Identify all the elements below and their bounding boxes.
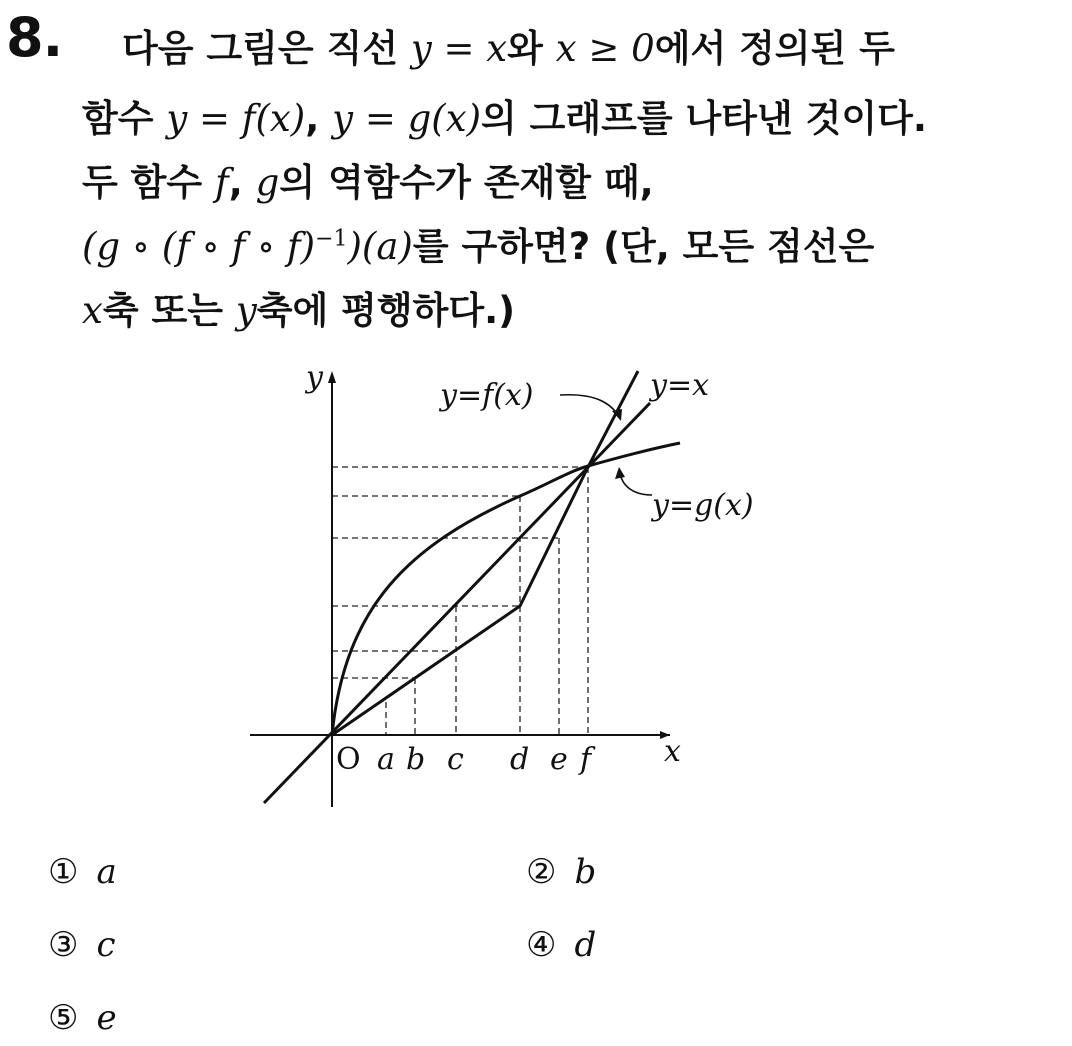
math-expression: g [255, 161, 280, 204]
question-text: 에서 정의된 두 [654, 27, 895, 70]
tick-label-e: e [550, 742, 568, 777]
math-exponent: −1 [315, 226, 348, 252]
question-number: 8. [6, 6, 63, 69]
math-expression: f [215, 161, 229, 204]
question-text: 축 또는 [102, 289, 236, 332]
f-label-leader [560, 395, 618, 415]
math-expression: x ≥ 0 [555, 27, 655, 70]
question-line-3 [82, 152, 654, 206]
math-expression: )(a) [347, 225, 413, 268]
question-text: , [305, 97, 333, 140]
choice-number: ⑤ [48, 998, 79, 1038]
tick-label-d: d [510, 742, 530, 777]
question-line-4 [82, 216, 874, 270]
x-axis-label: x [664, 734, 681, 769]
choice-value: c [96, 925, 116, 965]
question-text: , [228, 161, 256, 204]
question-text: 와 [507, 27, 556, 70]
choice-value: e [96, 998, 117, 1038]
choice-3[interactable] [48, 925, 116, 965]
curve-f [332, 371, 638, 735]
choice-4[interactable] [526, 925, 596, 965]
tick-label-f: f [580, 742, 592, 777]
question-text: 의 역함수가 존재할 때, [279, 161, 654, 204]
question-line-5 [82, 280, 515, 334]
tick-label-b: b [406, 742, 426, 777]
question-text: 축에 평행하다.) [256, 289, 516, 332]
curve-label-g: y=g(x) [652, 488, 754, 523]
y-axis-arrow [328, 371, 336, 383]
tick-label-a: a [377, 742, 395, 777]
choice-value: a [96, 852, 117, 892]
choice-1[interactable] [48, 852, 117, 892]
choice-2[interactable] [526, 852, 596, 892]
math-expression: y [235, 289, 257, 332]
function-graph-figure [250, 355, 790, 815]
choice-value: b [574, 852, 597, 892]
choice-number: ② [526, 852, 557, 892]
question-line-2 [82, 88, 927, 142]
y-axis-label: y [306, 360, 323, 395]
curve-label-line: y=x [650, 368, 710, 403]
question-text: 를 구하면? (단, 모든 점선은 [412, 225, 875, 268]
math-expression: x [82, 289, 103, 332]
math-expression: y = g(x) [332, 97, 482, 140]
question-text: 함수 [82, 97, 167, 140]
choice-number: ① [48, 852, 79, 892]
choice-number: ③ [48, 925, 79, 965]
choice-number: ④ [526, 925, 557, 965]
g-label-arrow-head [615, 467, 625, 479]
question-line-1 [122, 18, 895, 72]
choice-value: d [574, 925, 597, 965]
curve-label-f: y=f(x) [440, 378, 534, 413]
math-expression: y = f(x) [166, 97, 306, 140]
math-expression: (g ∘ (f ∘ f ∘ f) [82, 225, 316, 268]
tick-label-c: c [447, 742, 464, 777]
g-label-leader [620, 473, 652, 495]
question-text: 다음 그림은 직선 [122, 27, 411, 70]
origin-label: O [336, 742, 361, 777]
question-text: 두 함수 [82, 161, 215, 204]
choice-5[interactable] [48, 998, 117, 1038]
math-expression: y = x [410, 27, 508, 70]
question-text: 의 그래프를 나타낸 것이다. [481, 97, 927, 140]
